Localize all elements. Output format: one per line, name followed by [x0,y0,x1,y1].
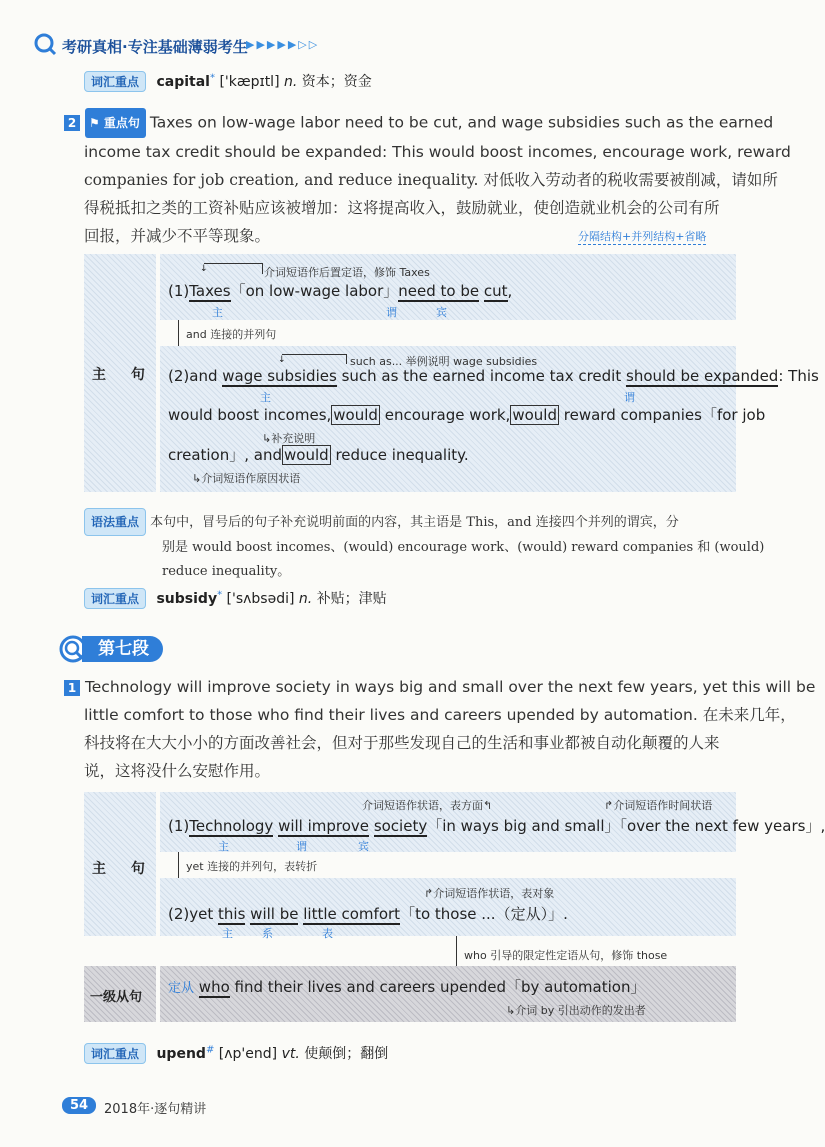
role-object: 宾 [358,840,369,853]
annotation-such-as: such as... 举例说明 wage subsidies [350,355,538,368]
prep-phrase: 「to those ...（定从）」. [400,905,568,923]
s2-line: 回报，并减少不平等现象。 [84,227,271,245]
page-number: 54 [62,1097,96,1114]
object-text: 介词短语作状语，表对象 [433,887,555,900]
relative-pronoun: who [198,978,230,996]
vocab-upend [84,1043,388,1064]
role-subject: 主 [212,306,223,319]
vocab-tag: 词汇重点 [84,588,146,609]
main-clause-label-cell [84,792,156,936]
vocab-star: # [205,1044,215,1056]
clause-text: find their lives and careers upended「by automation」 [229,978,646,996]
object: society [373,817,428,835]
subject: Technology [189,817,274,835]
text-part: encourage work, [384,406,511,424]
s2-line: 得税抵扣之类的工资补贴应该被增加：这将提高收入，鼓励就业，使创造就业机会的公司有所 [84,199,720,217]
role-subject: 主 [218,840,229,853]
vocab-pos: n. [298,591,313,607]
annotation-aspect: 介词短语作状语，表方面↰ [362,799,493,812]
s1-line: 科技将在大大小小的方面改善社会，但对于那些发现自己的生活和事业都被自动化颠覆的人来 [84,734,720,752]
flag-icon: ⚑ [88,116,100,130]
text-part: reward companies「for job [563,406,766,424]
section-title: 第七段 [82,636,163,662]
clause-2-sentence [168,903,568,924]
arrow-down-icon: ↓ [200,264,208,274]
arrow-down-icon: ↓ [278,355,286,365]
annotation-reason: ↳介词短语作原因状语 [192,472,301,485]
clause-2-line-3 [168,444,469,465]
role-link: 系 [262,927,273,940]
conjunction-note: yet 连接的并列句，表转折 [186,860,318,873]
vocab-word: subsidy [156,591,218,607]
predicate: should be expanded [626,367,779,385]
sentence-1 [64,673,816,785]
key-sentence-tag [85,108,146,138]
role-subject: 主 [222,927,233,940]
vocab-meaning: 使颠倒；翻倒 [304,1046,389,1062]
subject: this [218,905,246,923]
grammar-line: 本句中，冒号后的句子补充说明前面的内容，其主语是 This，and 连接四个并列的谓宾，分 [150,515,679,530]
key-sentence-label: 重点句 [103,116,140,130]
omitted-would: would [284,446,329,464]
main-clause-label: 主 句 [92,861,155,877]
prep-phrase: 「in ways big and small」 [427,817,620,835]
clause-num: (1) [168,282,190,300]
annotation-object: ↱介词短语作状语，表对象 [424,887,555,900]
vocab-phonetic: [ʌp'end] [218,1046,278,1062]
s1-line: little comfort to those who find their lives and careers upended by automation. 在未来几年， [84,706,796,724]
annotation-postpositive: 介词短语作后置定语，修饰 Taxes [264,266,430,279]
annotation-by: ↳介词 by 引出动作的发出者 [506,1004,646,1017]
vocab-tag: 词汇重点 [84,71,146,92]
bracket-line [204,263,263,274]
clause-1-sentence: (1)Taxes「on low-wage labor」need to be cut, [168,282,513,300]
prep-phrase: 「on low-wage labor」 [230,282,399,300]
vocab-meaning: 补贴；津贴 [316,591,387,607]
grammar-tag: 语法重点 [84,508,146,536]
by-text: 介词 by 引出动作的发出者 [515,1004,646,1017]
vocab-star: * [209,72,215,84]
clause-num: (1) [168,817,190,835]
clause-2-line-2 [168,404,765,425]
footer-title: 2018年·逐句精讲 [104,1102,207,1117]
section-heading [60,636,170,662]
annotation-supplement: ↳补充说明 [262,432,316,445]
connector-line [178,852,179,878]
grammar-line: reduce inequality。 [162,564,291,579]
supplement-text: 补充说明 [271,432,316,445]
clause-1-sentence [168,815,825,836]
object: cut [483,282,508,300]
predicative: little comfort [303,905,401,923]
s1-line: 说，这将没什么安慰作用。 [84,762,271,780]
s2-line: companies for job creation, and reduce inequality. 对低收入劳动者的税收需要被削减，请如所 [84,171,778,189]
s1-line: Technology will improve society in ways big and small over the next few years, yet this will be [84,678,816,696]
connector-line [178,320,179,346]
such-as-phrase: such as the earned income tax credit [336,367,626,385]
vocab-pos: n. [284,74,298,90]
bracket-line [282,354,347,364]
relative-clause-note: who 引导的限定性定语从句，修饰 those [464,949,668,962]
annotation-time: ↱介词短语作时间状语 [604,799,713,812]
main-clause-label: 主 句 [92,367,155,383]
aspect-text: 介词短语作状语，表方面 [362,799,483,812]
omitted-would: would [333,406,378,424]
connector-line [456,936,457,966]
text-part: creation」, and [168,446,282,464]
vocab-word: capital [156,74,210,90]
vocab-star: * [217,589,223,601]
vocab-tag: 词汇重点 [84,1043,146,1064]
role-predicate: 谓 [296,840,307,853]
reason-text: 介词短语作原因状语 [201,472,301,485]
search-logo-icon [34,33,56,55]
time-text: 介词短语作时间状语 [613,799,713,812]
clause-2-line-1 [168,367,819,385]
role-predicate: 谓 [624,391,635,404]
vocab-phonetic: ['sʌbsədi] [226,591,295,607]
omitted-would: would [512,406,557,424]
vocab-capital [84,71,372,92]
grammar-note [84,508,765,584]
s2-line: income tax credit should be expanded: This would boost incomes, encourage work, reward [84,143,791,161]
role-object: 宾 [436,306,447,319]
predicate: will improve [278,817,370,835]
predicate: need to be [398,282,480,300]
vocab-pos: vt. [281,1046,300,1062]
sub-clause-label: 一级从句 [90,990,143,1005]
sentence-number: 2 [64,115,80,131]
sub-clause-sentence [168,976,645,997]
vocab-word: upend [156,1046,206,1062]
subject: wage subsidies [222,367,337,385]
vocab-meaning: 资本；资金 [301,74,372,90]
relative-clause-tag: 定从 [168,981,195,996]
s2-line: Taxes on low-wage labor need to be cut, and wage subsidies such as the earned [149,113,774,132]
structure-note: 分隔结构+并列结构+省略 [578,230,707,243]
text-part: reduce inequality. [335,446,469,464]
clause-num: (2)yet [168,905,214,923]
text-part: would boost incomes, [168,406,332,424]
header-arrows: ▶▶▶▶▶▷▷ [246,38,320,51]
prep-phrase: 「over the next few years」, [619,817,825,835]
vocab-phonetic: ['kæpɪtl] [219,74,280,90]
main-clause-label-cell [84,254,156,492]
vocab-subsidy [84,588,387,609]
role-subject: 主 [260,391,271,404]
subject: Taxes [189,282,231,300]
role-predicative: 表 [322,927,333,940]
sentence-number: 1 [64,680,80,696]
role-predicate: 谓 [386,306,397,319]
link-verb: will be [250,905,299,923]
sub-clause-label-cell [84,966,156,1022]
header-title: 考研真相·专注基础薄弱考生 [62,38,248,56]
clause-tail: : This [778,367,819,385]
conjunction-note: and 连接的并列句 [186,328,277,341]
clause-num: (2)and [168,367,218,385]
grammar-line: 别是 would boost incomes、(would) encourage work、(would) reward companies 和 (would) [162,540,765,555]
